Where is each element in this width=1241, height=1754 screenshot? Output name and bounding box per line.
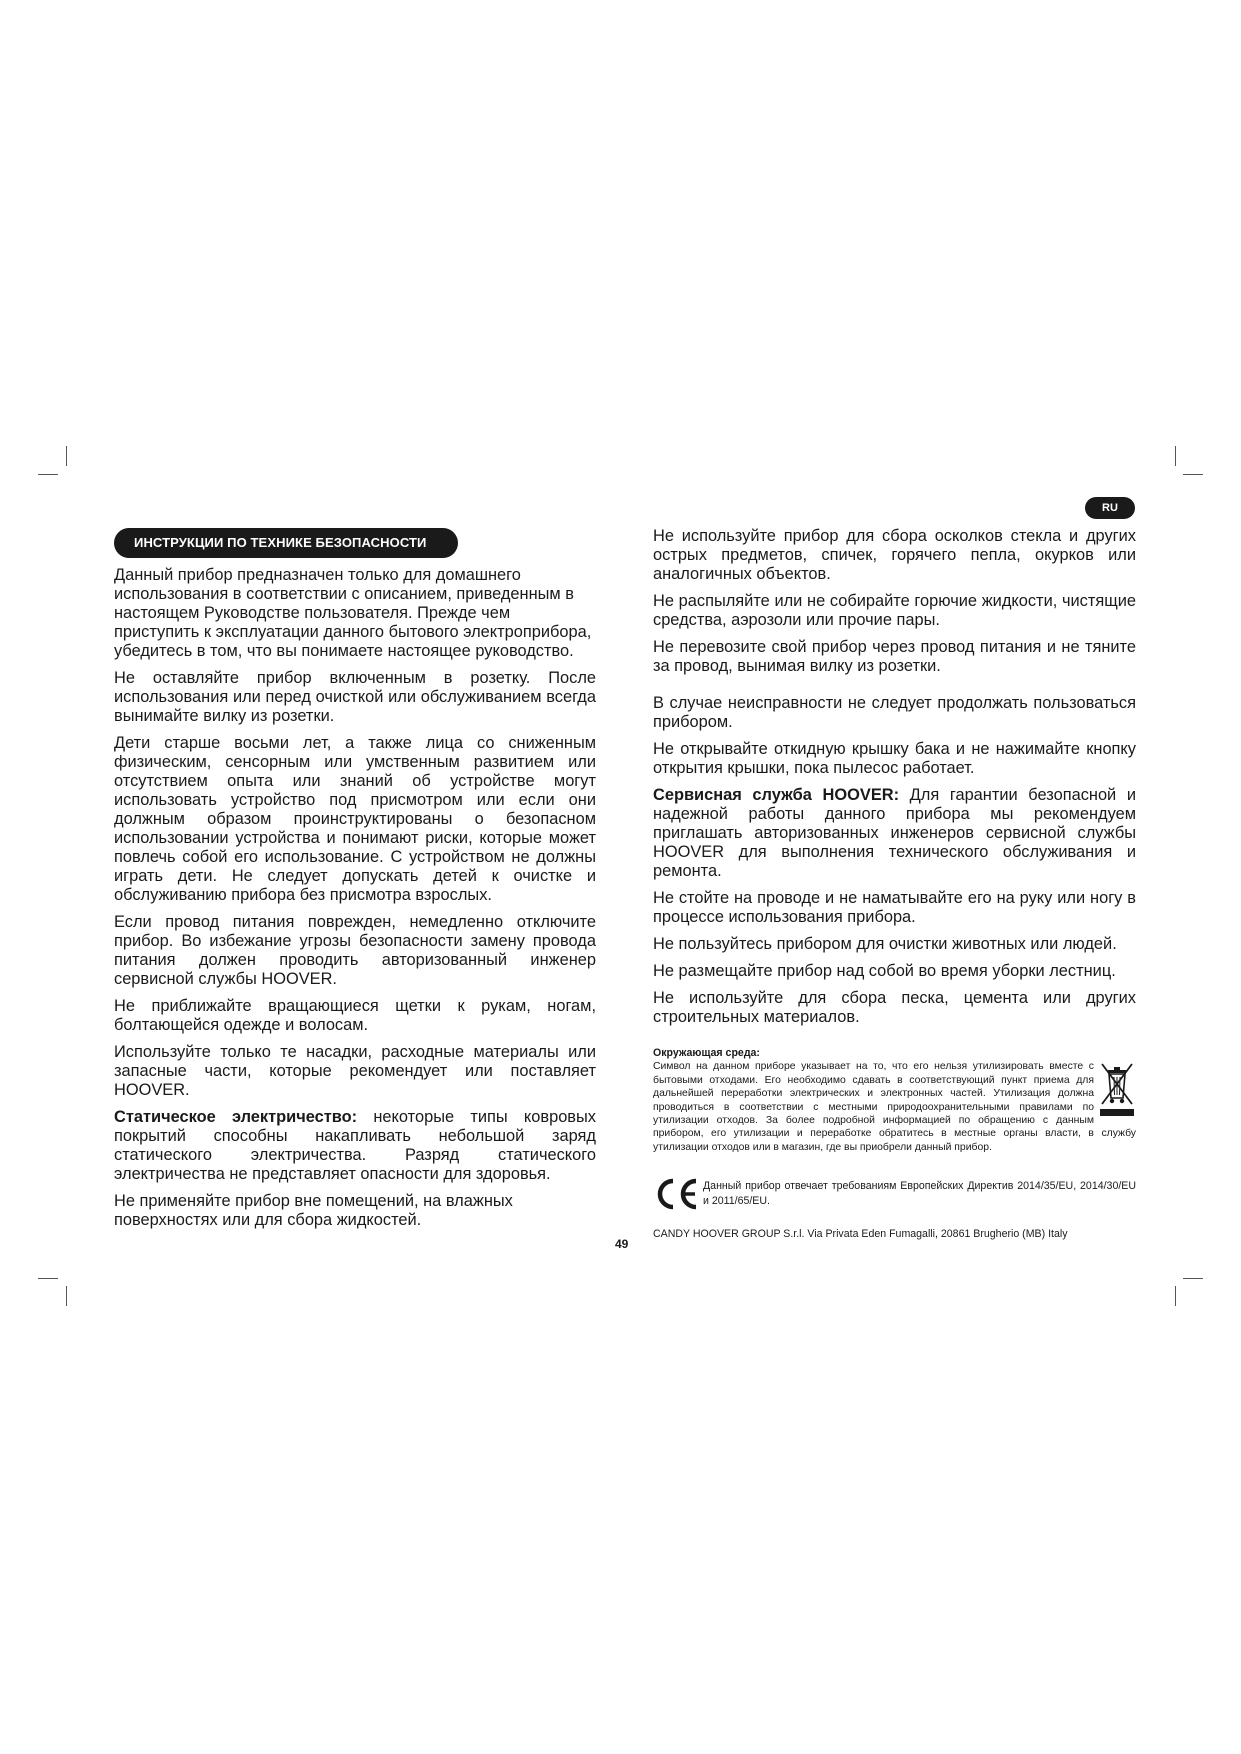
- accessories-paragraph: Используйте только те насадки, расходные материалы или запасные части, которые рекомендует или поставляет HOOVER.: [114, 1043, 596, 1099]
- lid-paragraph: Не открывайте откидную крышку бака и не нажимайте кнопку открытия крышки, пока пылесос работает.: [653, 740, 1136, 777]
- section-header: ИНСТРУКЦИИ ПО ТЕХНИКЕ БЕЗОПАСНОСТИ: [114, 528, 458, 558]
- service-heading: Сервисная служба HOOVER:: [653, 786, 900, 804]
- page-number: 49: [615, 1237, 629, 1251]
- crop-mark: [1183, 1278, 1203, 1279]
- weee-crossed-bin-icon: [1098, 1062, 1136, 1116]
- crop-mark: [38, 474, 58, 475]
- compliance-section: [653, 1177, 1136, 1213]
- brushes-paragraph: Не приближайте вращающиеся щетки к рукам, ногам, болтающейся одежде и волосам.: [114, 997, 596, 1034]
- animals-paragraph: Не пользуйтесь прибором для очистки животных или людей.: [653, 935, 1117, 953]
- environment-title: Окружающая среда:: [653, 1047, 760, 1059]
- children-paragraph: Дети старше восьми лет, а также лица со сниженным физическим, сенсорным или умственным развитием или отсутствием опыта или знаний об устройстве могут использовать устройство под присмотром или если они должным образом проинструктированы о безопасном использовании устройства и понимают риски, которые может повлечь собой его использование. С устройством не должны играть дети. Не следует допускать детей к очистке и обслуживанию прибора без присмотра взрослых.: [114, 734, 596, 904]
- outdoor-paragraph: Не применяйте прибор вне помещений, на влажных поверхностях или для сбора жидкостей.: [114, 1192, 513, 1229]
- service-paragraph: [653, 786, 1136, 881]
- right-column: [653, 527, 1136, 1035]
- static-electricity-paragraph: [114, 1108, 596, 1184]
- crop-mark: [38, 1278, 58, 1279]
- crop-mark: [1183, 474, 1203, 475]
- crop-mark: [66, 1286, 67, 1306]
- static-electricity-text: некоторые типы ковровых покрытий способны накапливать небольшой заряд статического электричества. Разряд статического электричества не представляет опасности для здоровья.: [114, 1108, 596, 1183]
- ce-mark-icon: [653, 1177, 701, 1211]
- cord-pulling-paragraph: Не перевозите свой прибор через провод питания и не тяните за провод, вынимая вилку из розетки.: [653, 638, 1136, 675]
- intro-paragraph: Данный прибор предназначен только для домашнего использования в соответствии с описанием, приведенным в настоящем Руководстве пользователя. Прежде чем приступить к эксплуатации данного бытового электроприбора, убедитесь в том, что вы понимаете настоящее руководство.: [114, 566, 592, 660]
- construction-paragraph: Не используйте для сбора песка, цемента или других строительных материалов.: [653, 989, 1136, 1026]
- environment-text: Символ на данном приборе указывает на то, что его нельзя утилизировать вместе с бытовыми отходами. Его необходимо сдавать в соответствующий пункт приема для дальнейшей переработки электрических и электронных частей. Утилизация должна проводиться в соответствии с местными природоохранительными правилами по утилизации отходов. За более подробной информацией по обращению с данным прибором, его утилизации и переработке обратитесь в местные органы власти, в службу утилизации отходов или в магазин, где вы приобрели данный прибор.: [653, 1061, 1136, 1153]
- crop-mark: [1175, 446, 1176, 466]
- flammable-paragraph: Не распыляйте или не собирайте горючие жидкости, чистящие средства, аэрозоли или прочие пары.: [653, 592, 1136, 629]
- left-column: [114, 566, 596, 1238]
- static-electricity-heading: Статическое электричество:: [114, 1108, 358, 1126]
- damaged-cord-paragraph: Если провод питания поврежден, немедленно отключите прибор. Во избежание угрозы безопасности замену провода питания должен проводить авторизованный инженер сервисной службы HOOVER.: [114, 913, 596, 988]
- sharp-objects-paragraph: Не используйте прибор для сбора осколков стекла и других острых предметов, спичек, горячего пепла, окурков или аналогичных объектов.: [653, 527, 1136, 583]
- crop-mark: [66, 446, 67, 466]
- company-address: CANDY HOOVER GROUP S.r.l. Via Privata Eden Fumagalli, 20861 Brugherio (MB) Italy: [653, 1228, 1068, 1240]
- environment-section: [653, 1047, 1136, 1154]
- standing-on-cord-paragraph: Не стойте на проводе и не наматывайте его на руку или ногу в процессе использования прибора.: [653, 889, 1136, 926]
- service-text: Для гарантии безопасной и надежной работы данного прибора мы рекомендуем приглашать авторизованных инженеров сервисной службы HOOVER для выполнения технического обслуживания и ремонта.: [653, 786, 1136, 880]
- malfunction-paragraph: В случае неисправности не следует продолжать пользоваться прибором.: [653, 694, 1136, 731]
- unplug-paragraph: Не оставляйте прибор включенным в розетку. После использования или перед очисткой или обслуживанием всегда вынимайте вилку из розетки.: [114, 669, 596, 725]
- crop-mark: [1175, 1286, 1176, 1306]
- compliance-text: Данный прибор отвечает требованиям Европейских Директив 2014/35/EU, 2014/30/EU и 2011/65/EU.: [703, 1180, 1136, 1207]
- language-badge: RU: [1085, 497, 1135, 519]
- spacer: [653, 684, 1136, 694]
- stairs-paragraph: Не размещайте прибор над собой во время уборки лестниц.: [653, 962, 1116, 980]
